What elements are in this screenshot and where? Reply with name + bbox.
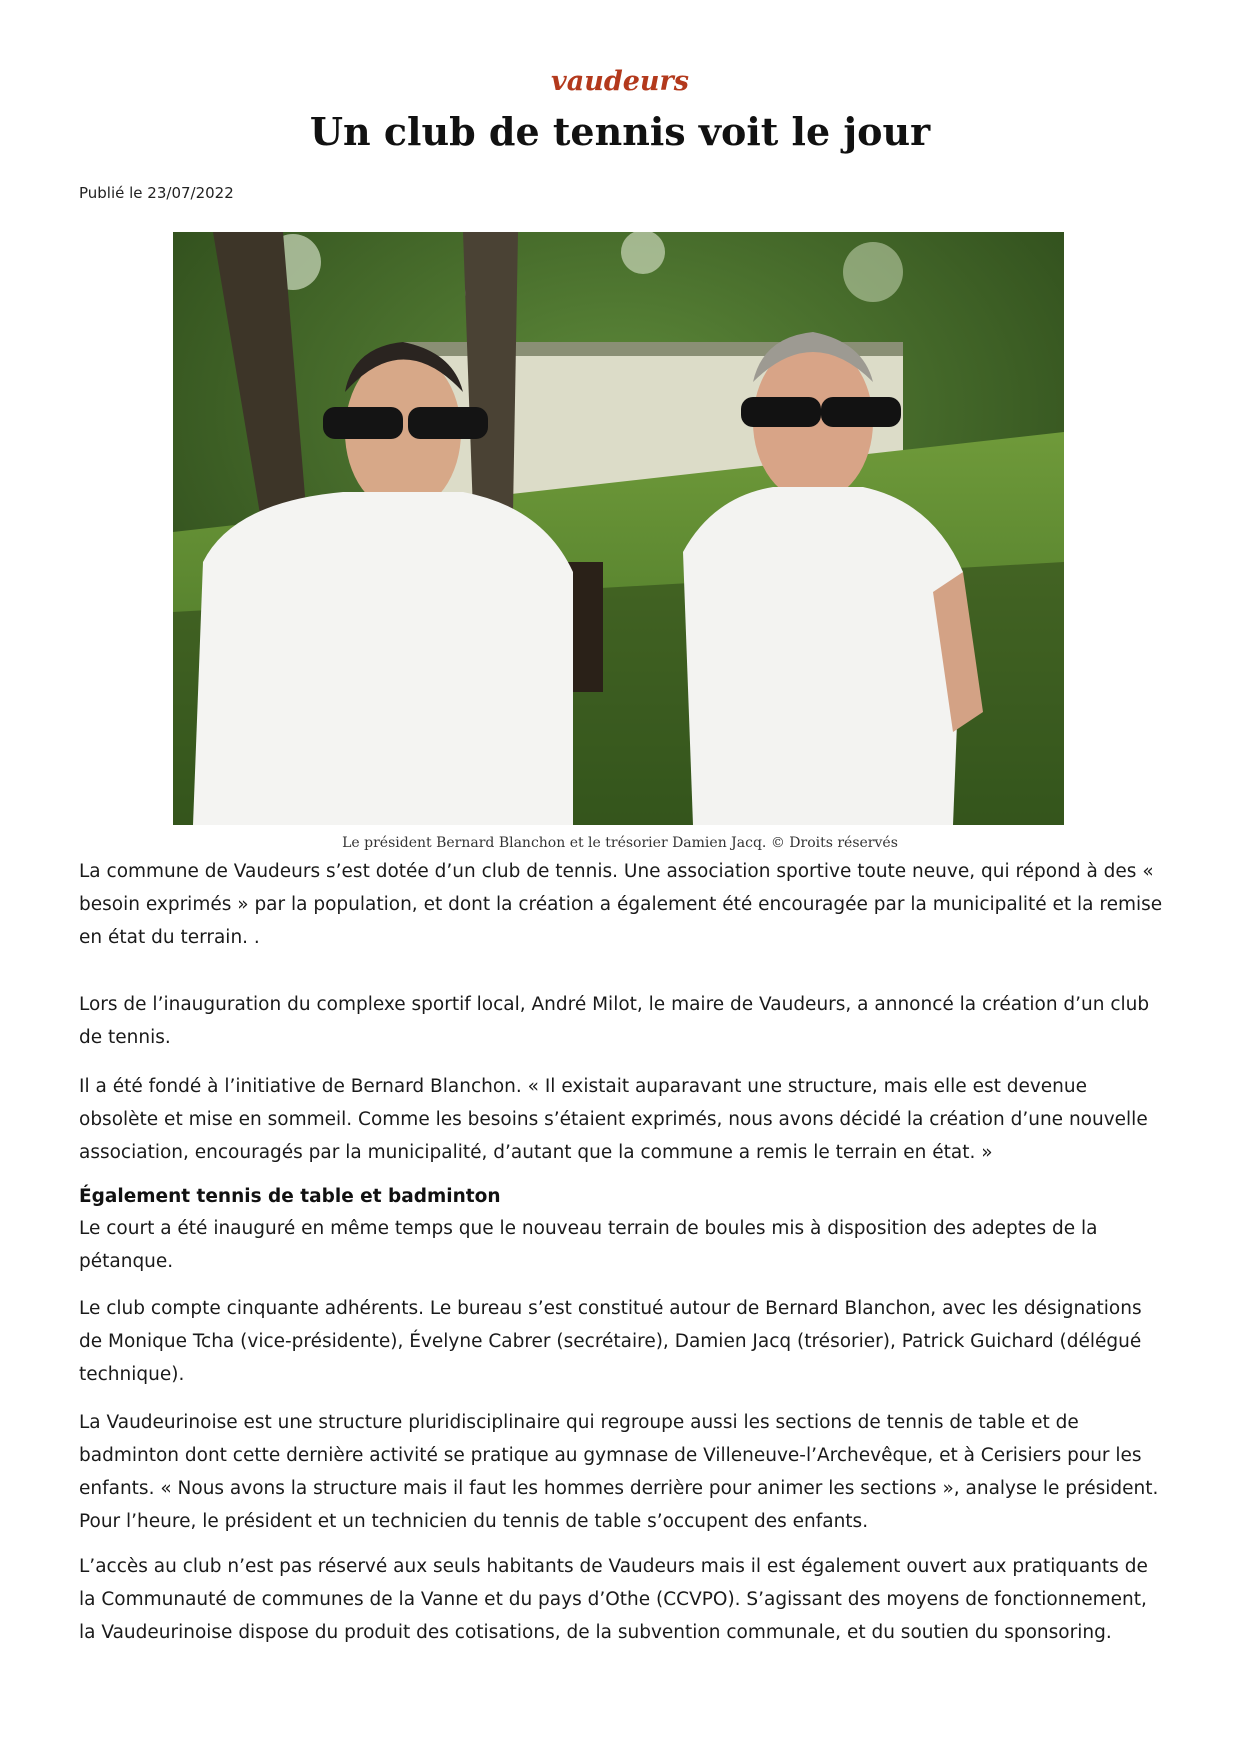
publication-date: Publié le 23/07/2022: [79, 184, 234, 202]
paragraph: [79, 1292, 1164, 1391]
paragraph-text: Le club compte cinquante adhérents. Le bureau s’est constitué autour de Bernard Blanchon, avec les désignations de Monique Tcha (vice-présidente), Évelyne Cabrer (secrétaire), Damien Jacq (trésorier), Patrick Guichard (délégué technique).: [79, 1298, 1142, 1385]
paragraph-text: La Vaudeurinoise est une structure pluridisciplinaire qui regroupe aussi les sections de tennis de table et de badminton dont cette dernière activité se pratique au gymnase de Villeneuve-l’Archevêque, et à Cerisiers pour les enfants. « Nous avons la structure mais il faut les hommes derrière pour animer les sections », analyse le président. Pour l’heure, le président et un technicien du tennis de table s’occupent des enfants.: [79, 1412, 1159, 1532]
photo-caption: Le président Bernard Blanchon et le trésorier Damien Jacq. © Droits réservés: [342, 835, 898, 851]
intro-paragraph: La commune de Vaudeurs s’est dotée d’un club de tennis. Une association sportive toute neuve, qui répond à des « besoin exprimés » par la population, et dont la création a également été encouragée par la municipalité et la remise en état du terrain. .: [79, 861, 1163, 948]
paragraph-text: L’accès au club n’est pas réservé aux seuls habitants de Vaudeurs mais il est également ouvert aux pratiquants de la Communauté de communes de la Vanne et du pays d’Othe (CCVPO). S’agissant des moyens de fonctionnement, la Vaudeurinoise dispose du produit des cotisations, de la subvention communale, et du soutien du sponsoring.: [79, 1556, 1148, 1643]
paragraph: [79, 1070, 1164, 1169]
paragraph-text: Il a été fondé à l’initiative de Bernard Blanchon. « Il existait auparavant une structure, mais elle est devenue obsolète et mise en sommeil. Comme les besoins s’étaient exprimés, nous avons décidé la création d’une nouvelle association, encouragés par la municipalité, d’autant que la commune a remis le terrain en état. »: [79, 1076, 1148, 1163]
photo-illustration: [173, 232, 1064, 825]
article-subheading: Également tennis de table et badminton: [79, 1186, 501, 1207]
paragraph-text: Le court a été inauguré en même temps que le nouveau terrain de boules mis à disposition des adeptes de la pétanque.: [79, 1218, 1098, 1272]
article-kicker: vaudeurs: [551, 66, 689, 97]
paragraph: [79, 1212, 1164, 1278]
paragraph: [79, 1406, 1164, 1538]
paragraph: [79, 988, 1164, 1054]
paragraph: [79, 1550, 1164, 1649]
article-intro: [79, 855, 1164, 954]
article-photo: [173, 232, 1064, 825]
article-title: Un club de tennis voit le jour: [309, 109, 931, 154]
paragraph-text: Lors de l’inauguration du complexe sportif local, André Milot, le maire de Vaudeurs, a annoncé la création d’un club de tennis.: [79, 994, 1150, 1048]
